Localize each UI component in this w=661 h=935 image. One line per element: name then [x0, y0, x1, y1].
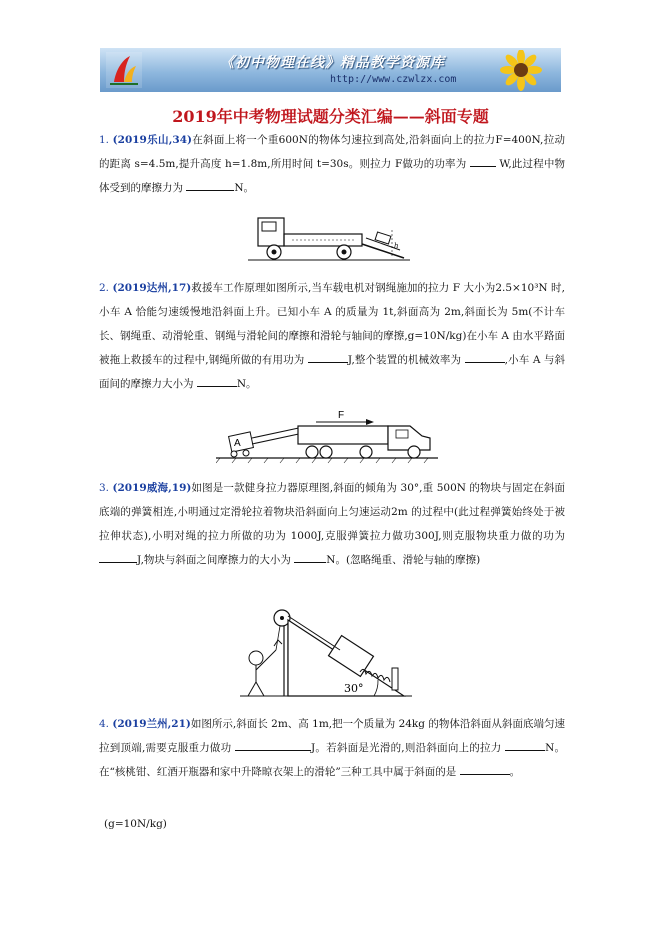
question-text: 如图所示,斜面长 2m、高 1m,把一个质量为 24kg 的物体沿斜面从斜面底端匀速拉到顶端,需要克服重力做功 — [99, 718, 565, 754]
given-constant: (g=10N/kg) — [104, 818, 167, 830]
question-source: (2019乐山,34) — [112, 134, 192, 146]
document-title: 2019年中考物理试题分类汇编——斜面专题 — [172, 107, 489, 126]
question-3 — [99, 476, 565, 572]
answer-blank[interactable] — [99, 550, 137, 563]
answer-blank[interactable] — [460, 762, 510, 775]
question-text: 如图是一款健身拉力器原理图,斜面的倾角为 30°,重 500N 的物块与固定在斜面底端的弹簧相连,小明通过定滑轮拉着物块沿斜面向上匀速运动2m 的过程中(此过程弹簧始终处于被拉伸状态),小明对绳的拉力所做的功为 1000J,克服弹簧拉力做功300J,则克服物块重力做的功为 — [99, 482, 565, 542]
question-number: 3. — [99, 482, 110, 494]
question-number: 1. — [99, 134, 110, 146]
question-2 — [99, 276, 565, 396]
question-text: 救援车工作原理如图所示,当车载电机对钢绳施加的拉力 F 大小为2.5×10³N 时,小车 A 恰能匀速缓慢地沿斜面上升。已知小车 A 的质量为 1t,斜面高为 2m,斜面长为 5m(不计车长、钢绳重、动滑轮重、钢绳与滑轮间的摩擦和滑轮与轴间的摩擦,g=10N/kg)在小车 A 由水平路面被拖上救援车的过程中,钢绳所做的有用功为 — [99, 282, 565, 366]
figure-label-a: A — [234, 438, 241, 449]
fitness-puller-figure — [240, 606, 412, 700]
sunflower-icon — [491, 50, 551, 92]
answer-blank[interactable] — [470, 154, 496, 167]
question-text: J。若斜面是光滑的,则沿斜面向上的拉力 — [310, 742, 502, 754]
question-text: N。(忽略绳重、滑轮与轴的摩擦) — [326, 554, 481, 566]
angle-label: 30° — [344, 682, 364, 695]
tow-truck-figure — [248, 208, 410, 264]
answer-blank[interactable] — [235, 738, 311, 751]
answer-blank[interactable] — [186, 178, 234, 191]
question-1 — [99, 128, 565, 200]
question-text: N。 — [236, 378, 257, 390]
question-text: ,小车 A 与斜面间的摩擦力大小为 — [99, 354, 565, 390]
svg-text:h: h — [394, 242, 399, 250]
question-source: (2019达州,17) — [112, 282, 192, 294]
banner-url: http://www.czwlzx.com — [330, 74, 457, 85]
question-number: 2. — [99, 282, 110, 294]
question-text: W,此过程中物体受到的摩擦力为 — [99, 158, 566, 194]
question-number: 4. — [99, 718, 110, 730]
question-text: N。 — [234, 182, 255, 194]
question-source: (2019兰州,21) — [112, 718, 191, 730]
answer-blank[interactable] — [197, 374, 237, 387]
question-text: 在斜面上将一个重600N的物体匀速拉到高处,沿斜面向上的拉力F=400N,拉动的距离 s=4.5m,提升高度 h=1.8m,所用时间 t=30s。则拉力 F做功的功率为 — [99, 134, 565, 170]
question-text: N。在“核桃钳、红酒开瓶器和家中升降晾衣架上的滑轮”三种工具中属于斜面的是 — [99, 742, 566, 778]
answer-blank[interactable] — [294, 550, 326, 563]
figure-label-f: F — [338, 410, 345, 421]
answer-blank[interactable] — [465, 350, 505, 363]
question-text: J,整个装置的机械效率为 — [347, 354, 462, 366]
answer-blank[interactable] — [308, 350, 348, 363]
site-logo-icon — [106, 52, 142, 88]
question-text: J,物块与斜面之间摩擦力的大小为 — [137, 554, 291, 566]
rescue-truck-figure — [216, 408, 438, 464]
banner-title: 《初中物理在线》精品教学资源库 — [220, 55, 445, 71]
question-4 — [99, 712, 565, 784]
answer-blank[interactable] — [505, 738, 545, 751]
question-source: (2019威海,19) — [112, 482, 192, 494]
question-text: 。 — [509, 766, 521, 778]
header-banner — [100, 48, 561, 92]
